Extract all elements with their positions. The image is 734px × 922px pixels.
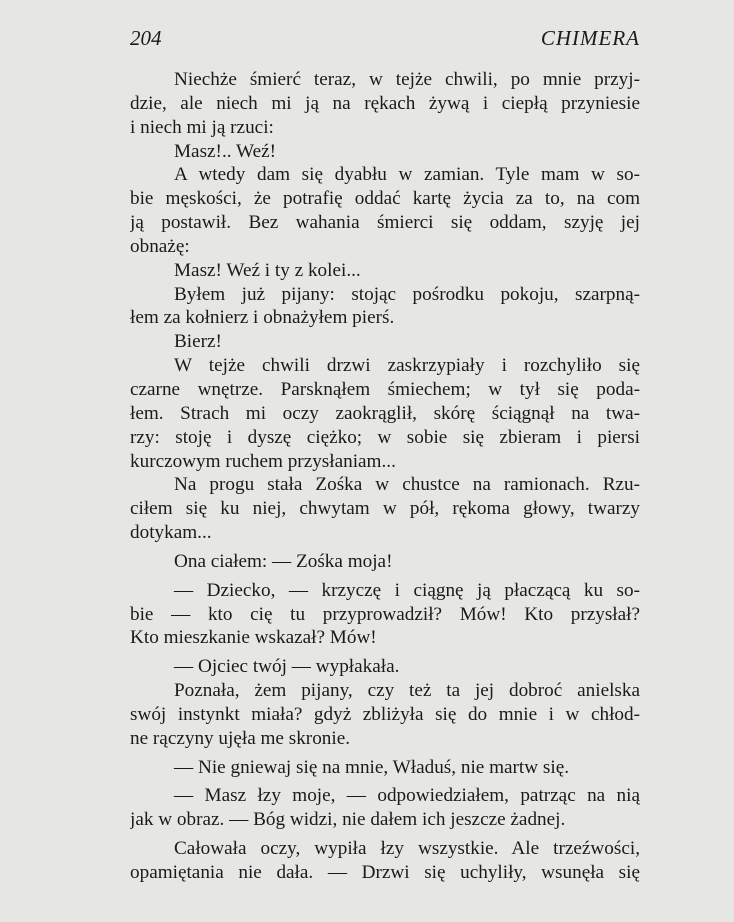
text-line: kurczowym ruchem przysłaniam...: [130, 450, 396, 472]
page-header: [130, 26, 640, 58]
text-line: dotykam...: [130, 522, 212, 544]
text-line: Bierz!: [174, 331, 222, 353]
text-line: — Nie gniewaj się na mnie, Właduś, nie martw się.: [174, 756, 570, 778]
text-line: bie — kto cię tu przyprowadził? Mów! Kto przysłał?: [130, 603, 640, 625]
body-text: [130, 68, 640, 885]
text-line: opamiętania nie dała. — Drzwi się uchyliły, wsunęła się: [130, 862, 640, 883]
text-line: — Ojciec twój — wypłakała.: [174, 656, 400, 678]
text-line: Poznała, żem pijany, czy też ta jej dobroć anielska: [174, 680, 640, 702]
text-line: ją postawił. Bez wahania śmierci się oddam, szyję jej: [130, 212, 640, 234]
text-line: Ona ciałem: — Zośka moja!: [174, 550, 393, 572]
text-line: i niech mi ją rzuci:: [130, 116, 274, 138]
text-line: Na progu stała Zośka w chustce na ramionach. Rzu-: [174, 474, 640, 496]
text-line: Masz!.. Weź!: [174, 140, 276, 162]
text-line: A wtedy dam się dyabłu w zamian. Tyle mam w so-: [174, 164, 640, 186]
page-number: 204: [130, 26, 162, 50]
running-title: CHIMERA: [540, 26, 640, 50]
text-line: jak w obraz. — Bóg widzi, nie dałem ich jeszcze żadnej.: [130, 809, 566, 831]
text-line: — Masz łzy moje, — odpowiedziałem, patrząc na nią: [174, 785, 640, 807]
text-line: Całowała oczy, wypiła łzy wszystkie. Ale trzeźwości,: [174, 838, 640, 860]
text-line: obnażę:: [130, 235, 190, 257]
text-line: — Dziecko, — krzyczę i ciągnę ją płaczącą ku so-: [174, 579, 640, 601]
text-line: Niechże śmierć teraz, w tejże chwili, po mnie przyj-: [174, 69, 640, 90]
text-line: swój instynkt miała? gdyż zbliżyła się do mnie i w chłod-: [130, 703, 640, 725]
text-line: W tejże chwili drzwi zaskrzypiały i rozchyliło się: [174, 355, 640, 377]
text-line: Kto mieszkanie wskazał? Mów!: [130, 627, 377, 649]
text-line: Masz! Weź i ty z kolei...: [174, 259, 361, 281]
text-line: ne rączyny ujęła me skronie.: [130, 727, 351, 749]
text-line: rzy: stoję i dyszę ciężko; w sobie się zbieram i piersi: [130, 426, 640, 448]
text-line: łem za kołnierz i obnażyłem pierś.: [130, 307, 395, 329]
text-line: czarne wnętrze. Parsknąłem śmiechem; w tył się poda-: [130, 378, 640, 400]
text-line: dzie, ale niech mi ją na rękach żywą i ciepłą przyniesie: [130, 92, 640, 114]
text-line: ciłem się ku niej, chwytam w pół, rękoma głowy, twarzy: [130, 498, 640, 520]
text-line: Byłem już pijany: stojąc pośrodku pokoju, szarpną-: [174, 283, 640, 305]
text-line: bie męskości, że potrafię oddać kartę życia za to, na com: [130, 188, 640, 210]
text-line: łem. Strach mi oczy zaokrąglił, skórę ściągnął na twa-: [130, 402, 640, 424]
